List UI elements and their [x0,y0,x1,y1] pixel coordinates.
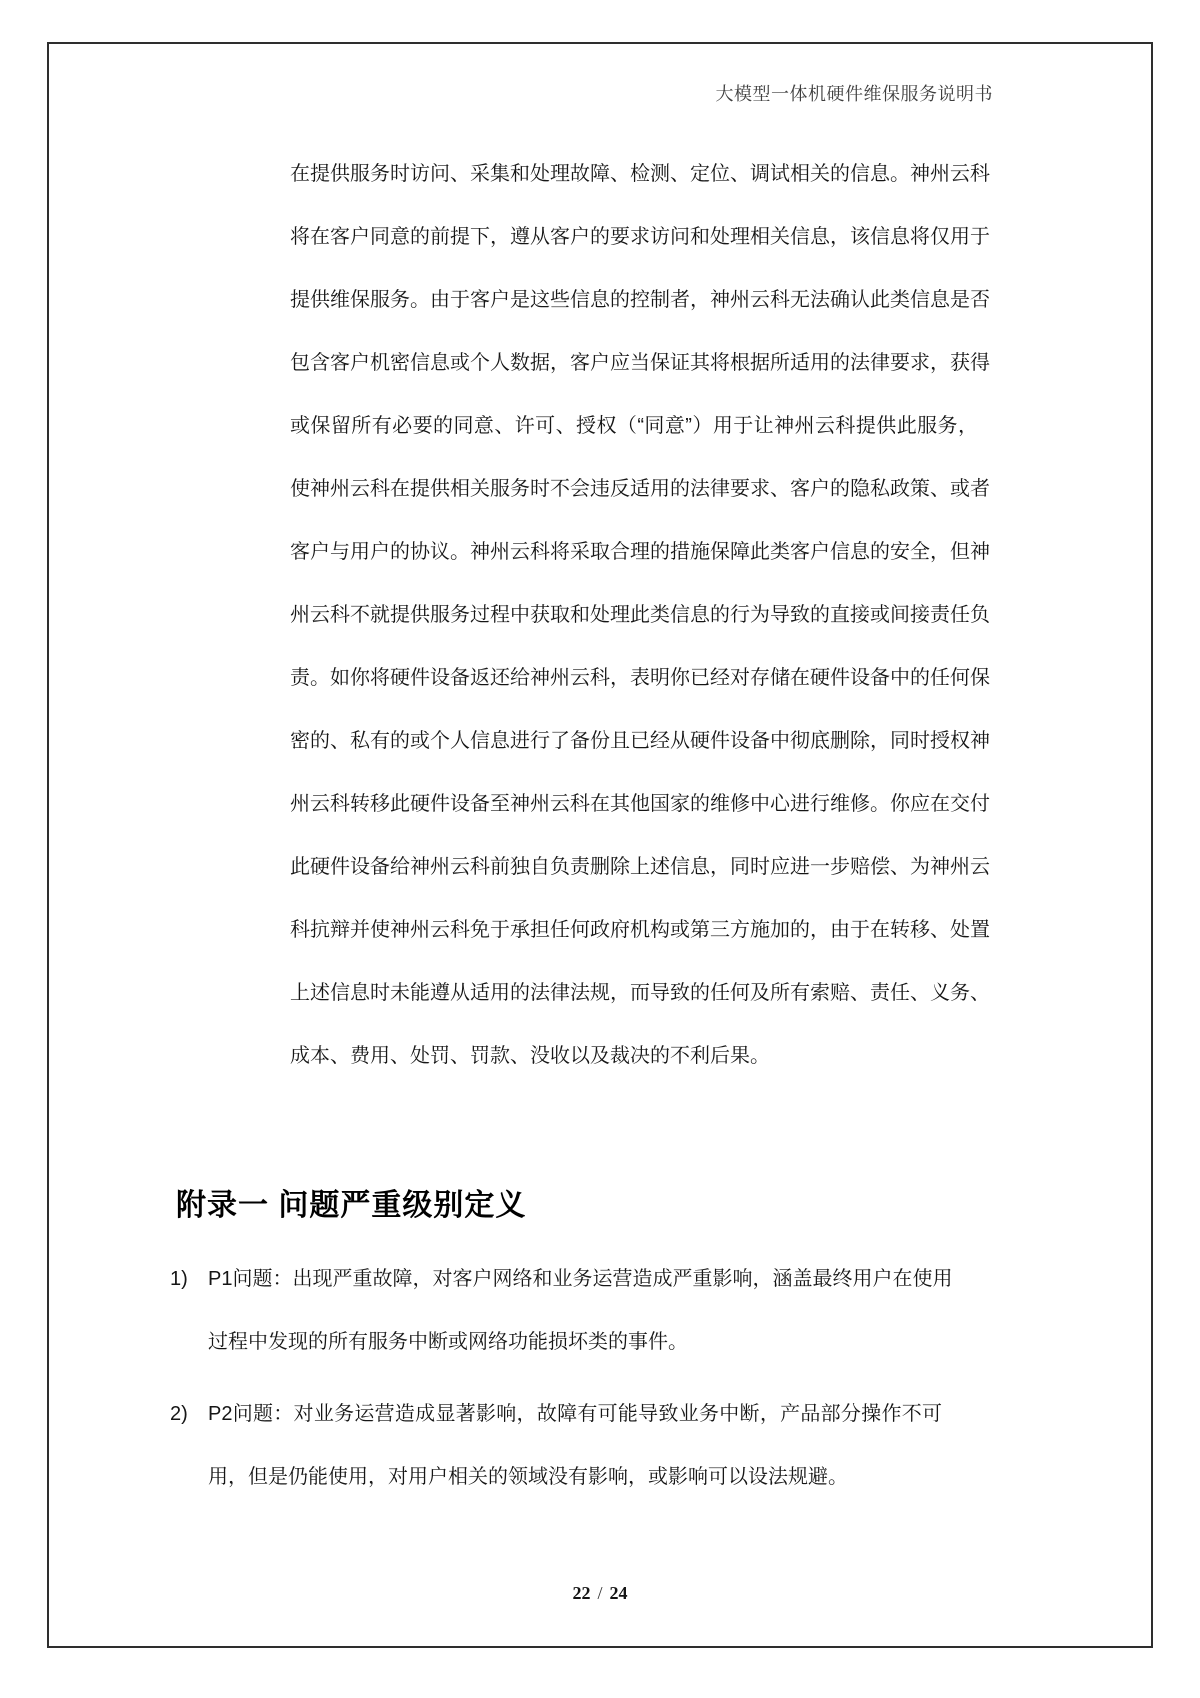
severity-definition-list [170,1248,952,1518]
paragraph-line: 客户与用户的协议。神州云科将采取合理的措施保障此类客户信息的安全，但神 [290,541,990,563]
paragraph-line: 科抗辩并使神州云科免于承担任何政府机构或第三方施加的，由于在转移、处置 [290,919,990,941]
paragraph-line: 上述信息时未能遵从适用的法律法规，而导致的任何及所有索赔、责任、义务、 [290,982,990,1004]
paragraph-line: 在提供服务时访问、采集和处理故障、检测、定位、调试相关的信息。神州云科 [290,163,990,185]
list-item-marker: 1) [170,1268,188,1290]
list-item-line: P2问题：对业务运营造成显著影响，故障有可能导致业务中断，产品部分操作不可 [208,1403,942,1425]
list-item-text [208,1248,953,1374]
page-number-total: 24 [609,1583,628,1603]
paragraph-line: 密的、私有的或个人信息进行了备份且已经从硬件设备中彻底删除，同时授权神 [290,730,990,752]
paragraph-line: 包含客户机密信息或个人数据，客户应当保证其将根据所适用的法律要求，获得 [290,352,990,374]
paragraph-line: 此硬件设备给神州云科前独自负责删除上述信息，同时应进一步赔偿、为神州云 [290,856,990,878]
paragraph-line: 使神州云科在提供相关服务时不会违反适用的法律要求、客户的隐私政策、或者 [290,478,990,500]
list-item-p1 [170,1248,952,1374]
page-header [300,80,993,106]
appendix-heading: 附录一 问题严重级别定义 [176,1189,527,1222]
paragraph-line: 州云科转移此硬件设备至神州云科在其他国家的维修中心进行维修。你应在交付 [290,793,990,815]
paragraph-line: 州云科不就提供服务过程中获取和处理此类信息的行为导致的直接或间接责任负 [290,604,990,626]
paragraph-line: 或保留所有必要的同意、许可、授权（“同意”）用于让神州云科提供此服务， [290,415,978,437]
paragraph-line: 提供维保服务。由于客户是这些信息的控制者，神州云科无法确认此类信息是否 [290,289,990,311]
body-paragraph [290,143,990,1088]
list-item-line: P1问题：出现严重故障，对客户网络和业务运营造成严重影响，涵盖最终用户在使用 [208,1268,953,1290]
list-item-p2 [170,1383,952,1509]
page-number-separator: / [597,1583,603,1603]
page-number-current: 22 [572,1583,591,1603]
list-item-marker: 2) [170,1403,188,1425]
paragraph-line: 责。如你将硬件设备返还给神州云科，表明你已经对存储在硬件设备中的任何保 [290,667,990,689]
list-item-line: 过程中发现的所有服务中断或网络功能损坏类的事件。 [208,1331,688,1353]
paragraph-line: 将在客户同意的前提下，遵从客户的要求访问和处理相关信息，该信息将仅用于 [290,226,990,248]
header-title: 大模型一体机硬件维保服务说明书 [715,84,993,104]
list-item-text [208,1383,942,1509]
list-item-line: 用，但是仍能使用，对用户相关的领域没有影响，或影响可以设法规避。 [208,1466,848,1488]
page-footer [0,1583,1200,1604]
paragraph-line: 成本、费用、处罚、罚款、没收以及裁决的不利后果。 [290,1045,770,1067]
